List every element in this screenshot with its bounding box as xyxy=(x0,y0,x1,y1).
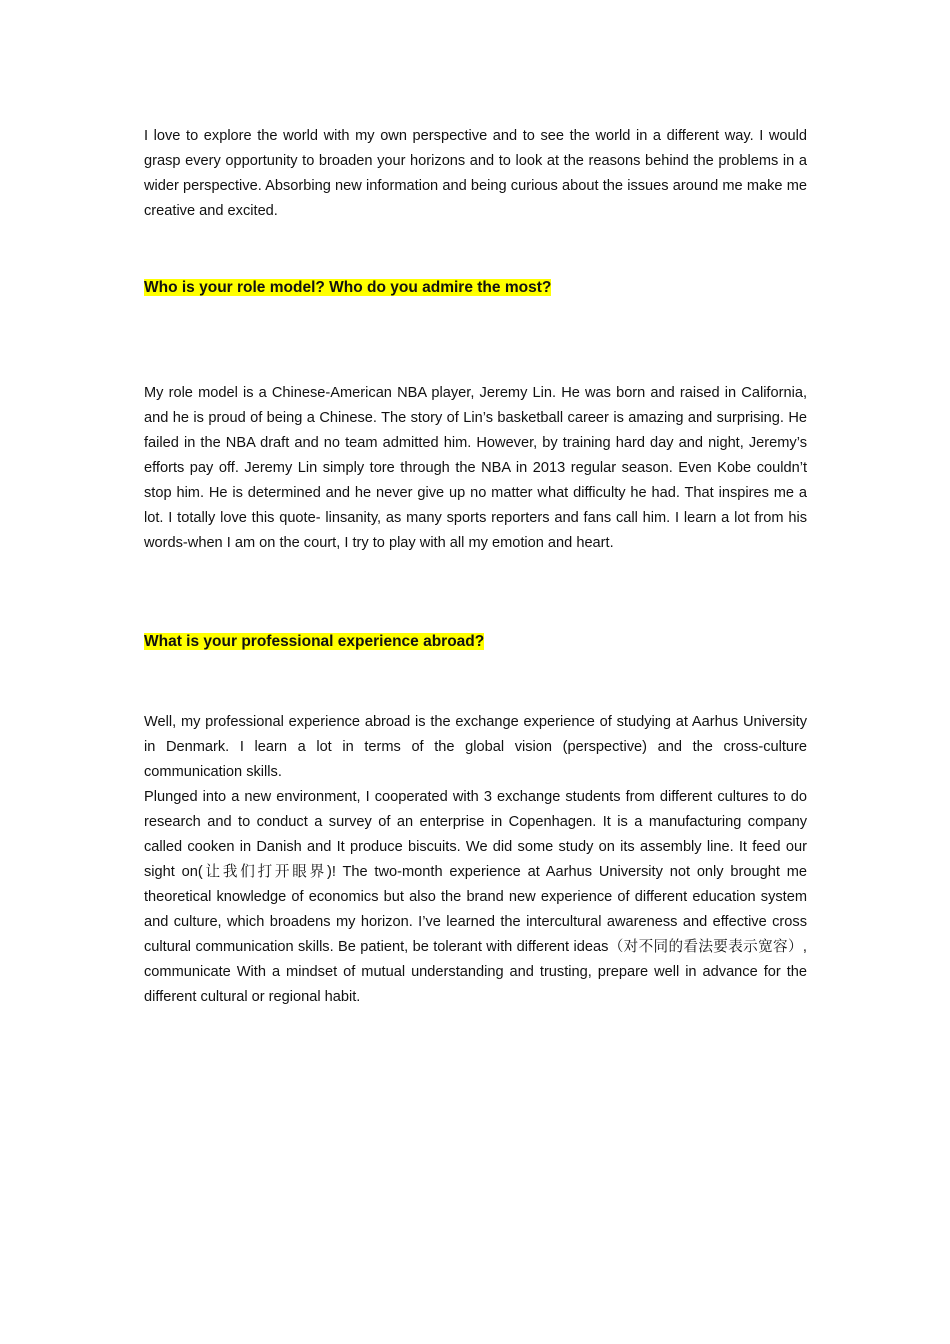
heading-role-model xyxy=(144,278,807,298)
paragraph-perspective: I love to explore the world with my own perspective and to see the world in a different way. I would grasp every opportunity to broaden your horizons and to look at the reasons behind the problems in a wider perspective. Absorbing new information and being curious about the issues around me make me creative and excited. xyxy=(144,128,807,219)
heading-role-model-text: Who is your role model? Who do you admire the most? xyxy=(144,279,552,296)
paragraph-exchange-details: Plunged into a new environment, I cooperated with 3 exchange students from different cultures to do research and to conduct a survey of an enterprise in Copenhagen. It is a manufacturing company called cooken in Danish and It produce biscuits. We did some study on its assembly line. It feed our sight on(让我们打开眼界)! The two-month experience at Aarhus University not only brought me theoretical knowledge of economics but also the brand new experience of different education system and culture, which broadens my horizon. I’ve learned the intercultural awareness and effective cross cultural communication skills. Be patient, be tolerant with different ideas（对不同的看法要表示宽容）, communicate With a mindset of mutual understanding and trusting, prepare well in advance for the different cultural or regional habit. xyxy=(144,789,807,1005)
heading-professional-experience-text: What is your professional experience abroad? xyxy=(144,633,485,650)
heading-professional-experience xyxy=(144,632,807,652)
document-page xyxy=(144,124,807,1010)
paragraph-exchange-intro: Well, my professional experience abroad is the exchange experience of studying at Aarhus University in Denmark. I learn a lot in terms of the global vision (perspective) and the cross-culture communication skills. xyxy=(144,714,807,780)
paragraph-role-model: My role model is a Chinese-American NBA player, Jeremy Lin. He was born and raised in California, and he is proud of being a Chinese. The story of Lin’s basketball career is amazing and surprising. He failed in the NBA draft and no team admitted him. However, by training hard day and night, Jeremy’s efforts pay off. Jeremy Lin simply tore through the NBA in 2013 regular season. Even Kobe couldn’t stop him. He is determined and he never give up no matter what difficulty he had. That inspires me a lot. I totally love this quote- linsanity, as many sports reporters and fans call him. I learn a lot from his words-when I am on the court, I try to play with all my emotion and heart. xyxy=(144,385,807,551)
